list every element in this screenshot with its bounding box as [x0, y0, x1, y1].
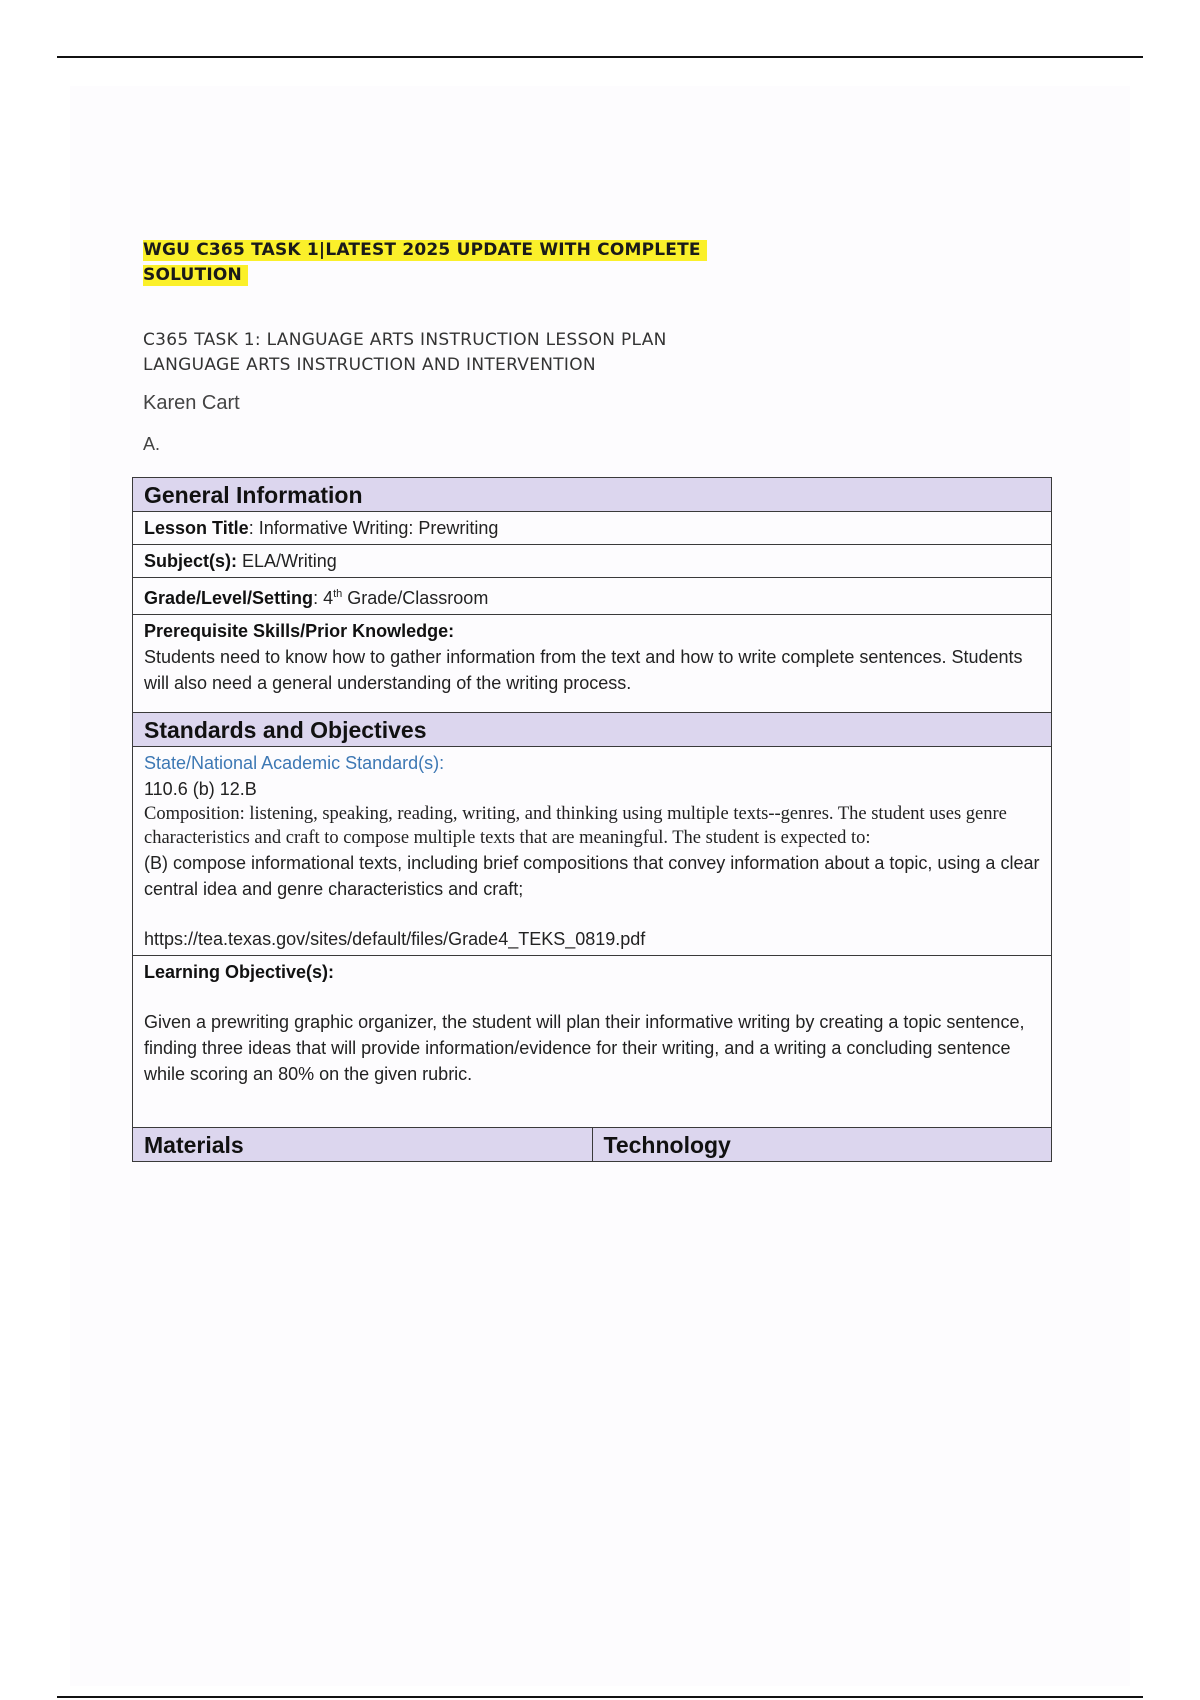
state-standard-label: State/National Academic Standard(s): — [144, 753, 445, 773]
bottom-rule — [57, 1696, 1143, 1698]
grade-value-pre: : 4 — [313, 588, 334, 608]
document-heading — [143, 238, 707, 288]
subtitle-line-2: LANGUAGE ARTS INSTRUCTION AND INTERVENTION — [143, 355, 596, 375]
heading-line-2: SOLUTION — [143, 265, 248, 286]
standards-objectives-header: Standards and Objectives — [133, 713, 1052, 747]
lesson-title-label: Lesson Title — [144, 518, 249, 538]
technology-header: Technology — [592, 1128, 1052, 1162]
spacer — [144, 902, 1040, 926]
prerequisite-text: Students need to know how to gather information from the text and how to write complete sentences. Students will also need a general understanding of the writing process. — [144, 647, 1023, 693]
subjects-value: ELA/Writing — [237, 551, 337, 571]
learning-objective-cell — [133, 956, 1052, 1128]
general-information-header: General Information — [133, 478, 1052, 512]
heading-line-1: WGU C365 TASK 1|LATEST 2025 UPDATE WITH COMPLETE — [143, 240, 707, 261]
materials-header: Materials — [133, 1128, 593, 1162]
standards-url: https://tea.texas.gov/sites/default/files/Grade4_TEKS_0819.pdf — [144, 929, 646, 949]
learning-objective-label: Learning Objective(s): — [144, 962, 335, 982]
section-letter: A. — [143, 434, 161, 454]
grade-level-cell — [133, 578, 1052, 615]
spacer — [144, 985, 1040, 1009]
subtitle-line-1: C365 TASK 1: LANGUAGE ARTS INSTRUCTION LESSON PLAN — [143, 330, 667, 350]
learning-objective-text: Given a prewriting graphic organizer, the student will plan their informative writing by creating a topic sentence, finding three ideas that will provide information/evidence for their writing, and a writing a concluding sentence while scoring an 80% on the given rubric. — [144, 1012, 1025, 1084]
composition-text: Composition: listening, speaking, reading, writing, and thinking using multiple texts--genres. The student uses genre characteristics and craft to compose multiple texts that are meaningful. The student is expected to: — [144, 804, 1007, 848]
prerequisite-skills-cell — [133, 615, 1052, 713]
prerequisite-label: Prerequisite Skills/Prior Knowledge: — [144, 621, 455, 641]
document-subtitle — [143, 328, 667, 378]
standards-cell — [133, 747, 1052, 956]
standard-code: 110.6 (b) 12.B — [144, 779, 257, 799]
author-name: Karen Cart — [143, 392, 240, 414]
grade-value-post: Grade/Classroom — [342, 588, 489, 608]
lesson-title-value: : Informative Writing: Prewriting — [248, 518, 499, 538]
lesson-title-cell — [133, 512, 1052, 545]
grade-value-sup: th — [333, 588, 343, 600]
subjects-label: Subject(s): — [144, 551, 238, 571]
standard-item-b: (B) compose informational texts, including brief compositions that convey information about a topic, using a clear central idea and genre characteristics and craft; — [144, 853, 1040, 899]
top-rule — [57, 56, 1143, 58]
lesson-plan-table — [132, 477, 1052, 1162]
subjects-cell — [133, 545, 1052, 578]
grade-level-label: Grade/Level/Setting — [144, 588, 314, 608]
